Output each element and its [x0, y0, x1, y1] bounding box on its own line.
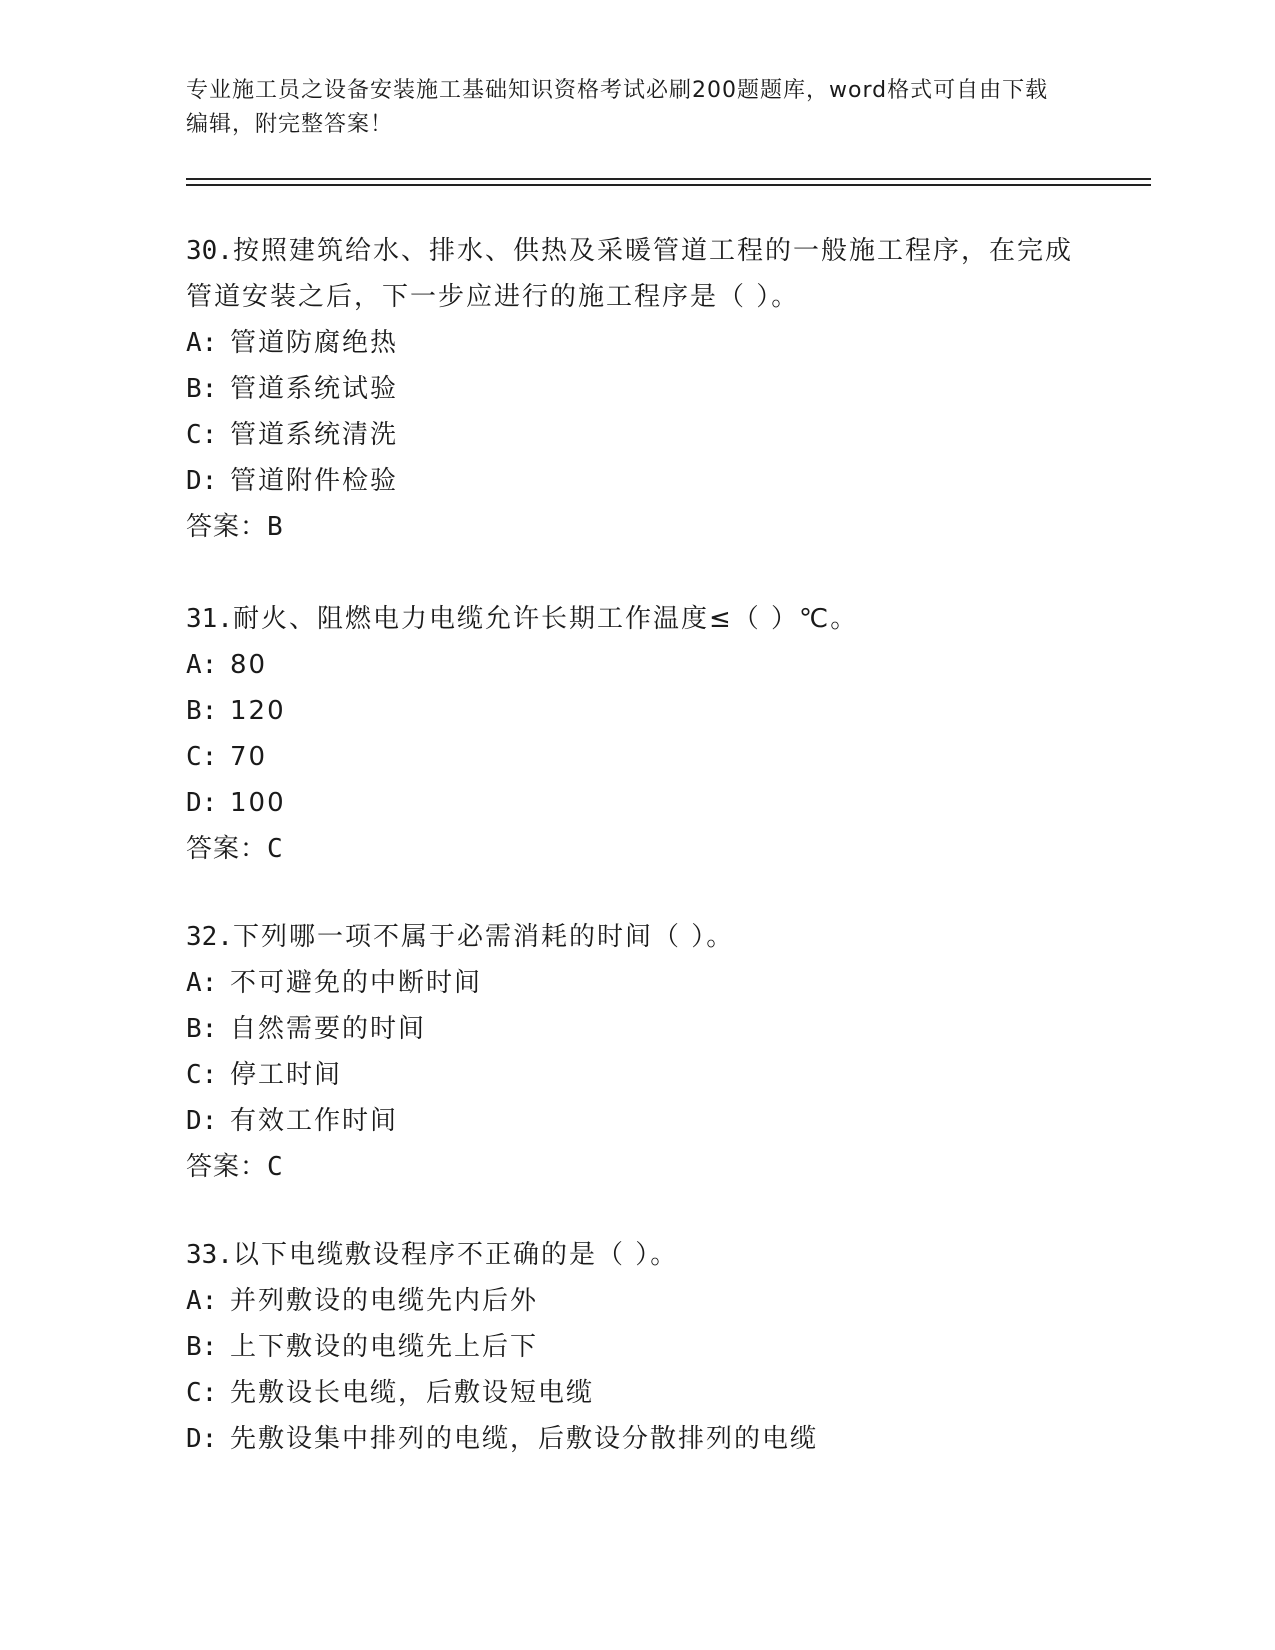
- option-letter: D:: [186, 788, 218, 818]
- option-c: [186, 1052, 1086, 1098]
- option-text: 管道系统清洗: [230, 420, 399, 450]
- option-text: 上下敷设的电缆先上后下: [230, 1332, 539, 1362]
- option-d: [186, 1416, 1086, 1462]
- answer-line: [186, 1144, 1086, 1190]
- question-33: [186, 1232, 1086, 1462]
- option-b: [186, 1006, 1086, 1052]
- option-text: 停工时间: [230, 1060, 343, 1090]
- option-letter: A:: [186, 1286, 218, 1316]
- question-number: 33.: [186, 1240, 233, 1270]
- header-divider-bottom: [186, 184, 1151, 186]
- option-b: [186, 1324, 1086, 1370]
- question-text: 按照建筑给水、排水、供热及采暖管道工程的一般施工程序，在完成管道安装之后，下一步应进行的施工程序是（ ）。: [186, 236, 1073, 312]
- option-letter: A:: [186, 968, 218, 998]
- option-letter: C:: [186, 742, 218, 772]
- option-letter: B:: [186, 374, 218, 404]
- option-letter: C:: [186, 1378, 218, 1408]
- option-letter: A:: [186, 328, 218, 358]
- question-number: 32.: [186, 922, 233, 952]
- option-c: [186, 734, 1086, 780]
- option-b: [186, 688, 1086, 734]
- option-text: 80: [230, 650, 268, 680]
- option-a: [186, 320, 1086, 366]
- answer-label: 答案：: [186, 1152, 268, 1182]
- answer-line: [186, 826, 1086, 872]
- option-text: 管道附件检验: [230, 466, 399, 496]
- option-letter: B:: [186, 1014, 218, 1044]
- option-letter: D:: [186, 466, 218, 496]
- option-d: [186, 1098, 1086, 1144]
- option-letter: B:: [186, 696, 218, 726]
- option-letter: A:: [186, 650, 218, 680]
- answer-label: 答案：: [186, 834, 268, 864]
- question-stem: [186, 1232, 1086, 1278]
- option-c: [186, 412, 1086, 458]
- question-stem: [186, 914, 1086, 960]
- answer-label: 答案：: [186, 512, 268, 542]
- option-text: 120: [230, 696, 286, 726]
- question-text: 耐火、阻燃电力电缆允许长期工作温度≤（ ）℃。: [232, 604, 859, 634]
- option-text: 70: [230, 742, 268, 772]
- question-text: 下列哪一项不属于必需消耗的时间（ ）。: [232, 922, 735, 952]
- question-32: [186, 914, 1086, 1190]
- page-header: [186, 74, 1066, 142]
- option-a: [186, 1278, 1086, 1324]
- option-d: [186, 780, 1086, 826]
- question-text: 以下电缆敷设程序不正确的是（ ）。: [232, 1240, 679, 1270]
- answer-value: C: [267, 1152, 284, 1182]
- option-text: 先敷设长电缆，后敷设短电缆: [230, 1378, 595, 1408]
- option-a: [186, 642, 1086, 688]
- option-a: [186, 960, 1086, 1006]
- header-divider-top: [186, 178, 1151, 180]
- question-number: 31.: [186, 604, 233, 634]
- option-text: 管道系统试验: [230, 374, 399, 404]
- question-stem: [186, 228, 1086, 320]
- option-b: [186, 366, 1086, 412]
- option-letter: D:: [186, 1424, 218, 1454]
- option-text: 先敷设集中排列的电缆，后敷设分散排列的电缆: [230, 1424, 819, 1454]
- option-text: 不可避免的中断时间: [230, 968, 483, 998]
- header-title: 专业施工员之设备安装施工基础知识资格考试必刷200题题库，word格式可自由下载编辑，附完整答案！: [186, 78, 1049, 137]
- option-letter: C:: [186, 420, 218, 450]
- question-stem: [186, 596, 1086, 642]
- option-letter: B:: [186, 1332, 218, 1362]
- answer-value: C: [267, 834, 284, 864]
- option-text: 有效工作时间: [230, 1106, 399, 1136]
- option-letter: D:: [186, 1106, 218, 1136]
- option-text: 管道防腐绝热: [230, 328, 399, 358]
- option-text: 100: [230, 788, 286, 818]
- answer-line: [186, 504, 1086, 550]
- question-31: [186, 596, 1086, 872]
- option-text: 自然需要的时间: [230, 1014, 427, 1044]
- option-text: 并列敷设的电缆先内后外: [230, 1286, 539, 1316]
- option-c: [186, 1370, 1086, 1416]
- question-30: [186, 228, 1086, 550]
- option-letter: C:: [186, 1060, 218, 1090]
- answer-value: B: [267, 512, 284, 542]
- option-d: [186, 458, 1086, 504]
- question-number: 30.: [186, 236, 233, 266]
